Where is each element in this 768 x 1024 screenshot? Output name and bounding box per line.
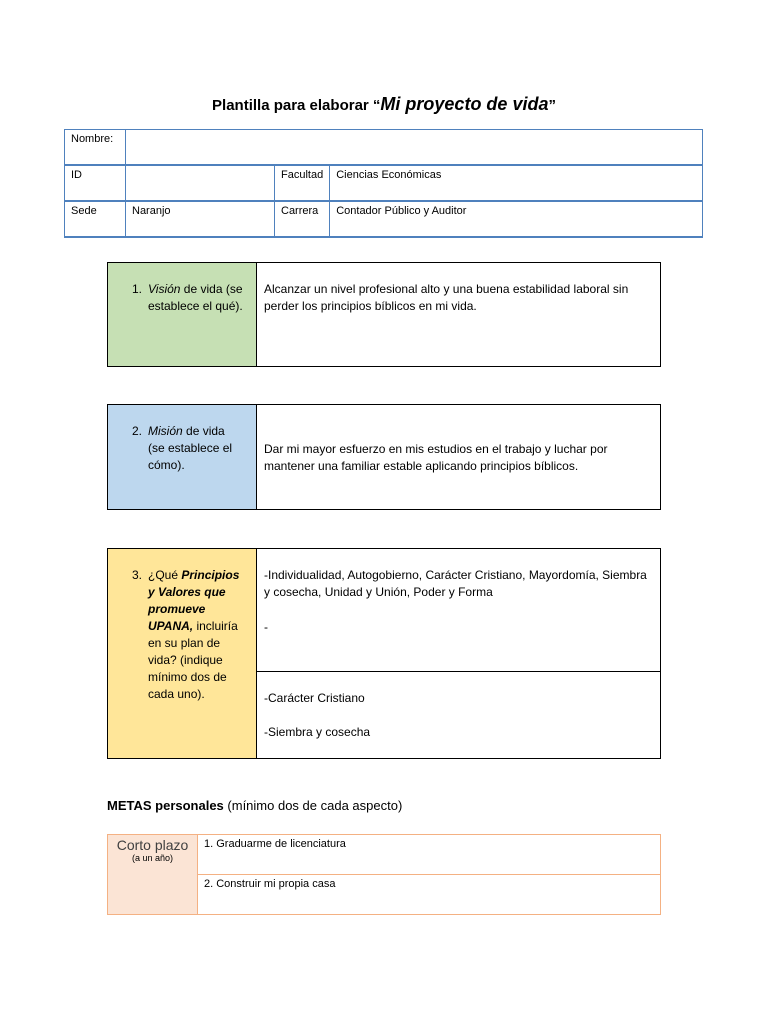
metas-heading [107,798,402,813]
principios-label-start: ¿Qué [148,568,182,582]
vision-number: 1. [131,282,142,296]
mision-content[interactable]: Dar mi mayor esfuerzo en mis estudios en el trabajo y luchar por mantener una familiar estable aplicando principios bíblicos. [257,405,661,510]
vision-label [108,263,257,367]
principios-label-bold: Principios y Valores que promueve UPANA, [148,568,240,633]
principios-content-top[interactable] [257,549,661,672]
title-prefix: Plantilla para elaborar “ [212,97,381,114]
principios-table [107,548,661,759]
title-italic: Mi proyecto de vida [380,94,549,114]
principios-label-rest: incluiría en su plan de vida? (indique mínimo dos de cada uno). [148,619,238,701]
mision-label [108,405,257,510]
mision-number: 2. [131,424,142,438]
vision-label-rest: de vida (se establece el qué). [148,282,243,313]
mision-table [107,404,661,510]
corto-plazo-sublabel: (a un año) [131,853,174,863]
nombre-field[interactable] [126,130,703,166]
principios-line-3: -Carácter Cristiano [264,691,365,705]
carrera-field[interactable]: Contador Público y Auditor [330,201,703,237]
goal-item-2[interactable]: 2. Construir mi propia casa [198,875,661,915]
nombre-label: Nombre: [65,130,126,166]
vision-content[interactable]: Alcanzar un nivel profesional alto y una buena estabilidad laboral sin perder los principios bíblicos en mi vida. [257,263,661,367]
id-row [65,165,703,201]
mision-label-italic: Misión [148,424,183,438]
vision-label-italic: Visión [148,282,181,296]
facultad-label: Facultad [275,165,330,201]
principios-line-1: -Individualidad, Autogobierno, Carácter Cristiano, Mayordomía, Siembra y cosecha, Unidad y Unión, Poder y Forma [264,568,647,599]
page-title [0,94,768,115]
sede-field[interactable]: Naranjo [126,201,275,237]
metas-heading-rest: (mínimo dos de cada aspecto) [223,798,403,813]
principios-line-2: - [264,620,268,634]
sede-label: Sede [65,201,126,237]
carrera-label: Carrera [275,201,330,237]
id-label: ID [65,165,126,201]
goals-table [107,834,661,915]
principios-content-bottom[interactable] [257,672,661,759]
vision-table [107,262,661,367]
id-field[interactable] [126,165,275,201]
nombre-row [65,130,703,166]
corto-plazo-title: Corto plazo [116,837,189,853]
mision-label-rest: de vida (se establece el cómo). [148,424,233,472]
sede-row [65,201,703,237]
facultad-field[interactable]: Ciencias Económicas [330,165,703,201]
principios-label [108,549,257,759]
principios-number: 3. [131,568,142,582]
principios-line-4: -Siembra y cosecha [264,725,371,739]
corto-plazo-label [108,835,198,915]
title-suffix: ” [548,97,556,114]
student-info-table [64,129,703,238]
metas-heading-bold: METAS personales [107,798,224,813]
goal-item-1[interactable]: 1. Graduarme de licenciatura [198,835,661,875]
